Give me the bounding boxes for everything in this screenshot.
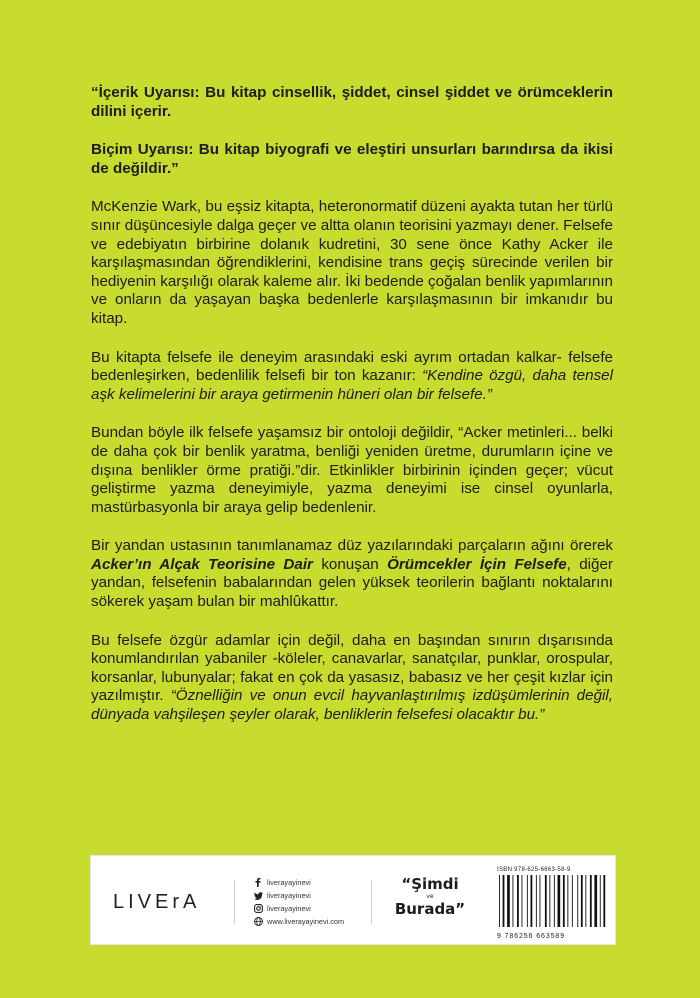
facebook-link[interactable] <box>253 876 344 889</box>
barcode-bar <box>603 875 605 927</box>
barcode-bar <box>522 875 523 927</box>
barcode-bar <box>545 875 547 927</box>
paragraph-audience <box>91 632 613 725</box>
isbn: ISBN 978-625-6663-58-9 <box>497 867 571 873</box>
paragraph-ontology: Bundan böyle ilk felsefe yaşamsız bir ontoloji değildir, “Acker metinleri... belki de daha çok bir benlik yaratma, benliği yeniden üretme, durumların içine ve dışına benlikler örme pratiği.”dir. Etkinlikler birbirinin içinden geçer; vücut geliştirme yazma deneyimiyle, yazma deneyimi ise cinsel oyunlarla, mastürbasyonla bir araya gelip bedenlenir. <box>91 424 613 516</box>
content-warning: “İçerik Uyarısı: Bu kitap cinsellik, şiddet, cinsel şiddet ve örümceklerin dilini içerir. <box>91 84 613 120</box>
format-warning: Biçim Uyarısı: Bu kitap biyografi ve eleştiri unsurları barındırsa da ikisi de değildir.” <box>91 141 613 177</box>
instagram-link[interactable] <box>253 902 344 915</box>
series-logo <box>389 876 471 917</box>
barcode-bar <box>558 875 561 927</box>
barcode-bar <box>554 875 555 927</box>
publisher-logo: LIVErA <box>113 891 201 913</box>
globe-icon <box>253 917 263 927</box>
paragraph-philosophy-quote: “Kendine özgü, daha tensel aşk kelimelerini bir araya getirmenin hüneri olan bir felsefe.” <box>91 367 613 403</box>
book-title-spiders: Örümcekler İçin Felsefe <box>387 555 567 573</box>
paragraph-spiders-text-c: , diğer yandan, felsefenin babalarından gelen yüksek teorilerin bağlantı noktalarını sökerek yaşam bulan bir mahlûkattır. <box>91 555 613 611</box>
paragraph-philosophy-text: Bu kitapta felsefe ile deneyim arasındaki eski ayrım ortadan kalkar- felsefe bedenleşirken, bedenlilik felsefi bir ton kazanır: <box>91 348 613 385</box>
barcode-bar <box>594 875 597 927</box>
barcode-bar <box>507 875 510 927</box>
book-title-acker: Acker’ın Alçak Teorisine Dair <box>91 555 313 573</box>
facebook-handle: liverayayinevi <box>267 878 311 887</box>
barcode-bar <box>503 875 505 927</box>
paragraph-intro: McKenzie Wark, bu eşsiz kitapta, heteronormatif düzeni ayakta tutan her türlü sınır düşüncesiyle dalga geçer ve altta olanın teorisini yazmayı dener. Felsefe ve edebiyatın birbirine dolanık kudretini, 30 sene önce Kathy Acker ile karşılaşmasından öğrendiklerini, kendisine trans geçiş sürecinde verilen bir hediyenin karşılığı olarak kaleme alır. İki bedende çoğalan benlik yapımlarının ve onların da yaşayan başka bedenlerle karşılaşmasının bir imkanıdır bu kitap. <box>91 198 613 327</box>
twitter-link[interactable] <box>253 889 344 902</box>
barcode-bar <box>517 875 519 927</box>
website-url: www.liverayayinevi.com <box>267 917 345 926</box>
paragraph-philosophy <box>91 349 613 405</box>
barcode-bar <box>600 875 601 927</box>
barcode-bar <box>499 875 500 927</box>
barcode-bar <box>540 875 541 927</box>
barcode-area <box>497 867 607 940</box>
website-link[interactable] <box>253 915 344 928</box>
facebook-icon <box>253 878 263 888</box>
twitter-icon <box>253 891 263 901</box>
series-logo-line3: Burada” <box>394 900 466 918</box>
series-logo-line1: “Şimdi <box>401 875 459 893</box>
barcode-bar <box>577 875 578 927</box>
paragraph-spiders <box>91 537 613 611</box>
instagram-handle: liverayayinevi <box>267 904 311 913</box>
divider <box>371 880 372 924</box>
barcode-bar <box>581 875 583 927</box>
barcode-bar <box>563 875 565 927</box>
paragraph-spiders-text-a: Bir yandan ustasının tanımlanamaz düz yazılarındaki parçaların ağını örerek <box>91 537 613 555</box>
paragraph-audience-quote: “Öznelliğin ve onun evcil hayvanlaştırılmış izdüşümlerinin değil, dünyada vahşileşen şeyler olarak, benliklerin felsefesi olacaktır bu.” <box>91 687 613 724</box>
instagram-icon <box>253 904 263 914</box>
divider <box>234 880 235 924</box>
barcode-bar <box>549 875 550 927</box>
barcode-bar <box>531 875 533 927</box>
barcode-bar <box>585 875 586 927</box>
barcode-bar <box>527 875 528 927</box>
paragraph-audience-text: Bu felsefe özgür adamlar için değil, daha en başından sınırın dışarısında konumlandırılan yabaniler -köleler, canavarlar, sanatçılar, punklar, orospular, korsanlar, lubunyalar; fakat en çok da yasasız, babasız ve her çeşit kızlar için yazılmıştır. <box>91 631 613 705</box>
paragraph-spiders-text-b: konuşan <box>321 555 379 573</box>
barcode-bar <box>536 875 537 927</box>
barcode-bar <box>572 875 573 927</box>
barcode-bar <box>513 875 514 927</box>
publisher-footer <box>90 855 616 945</box>
barcode-number: 9 786256 663589 <box>497 933 565 940</box>
twitter-handle: liverayayinevi <box>267 891 311 900</box>
barcode-bar <box>590 875 592 927</box>
social-links <box>253 876 344 928</box>
back-cover-text <box>91 84 613 745</box>
barcode-bar <box>567 875 568 927</box>
barcode <box>497 875 607 927</box>
series-logo-line2: ve <box>426 893 434 900</box>
